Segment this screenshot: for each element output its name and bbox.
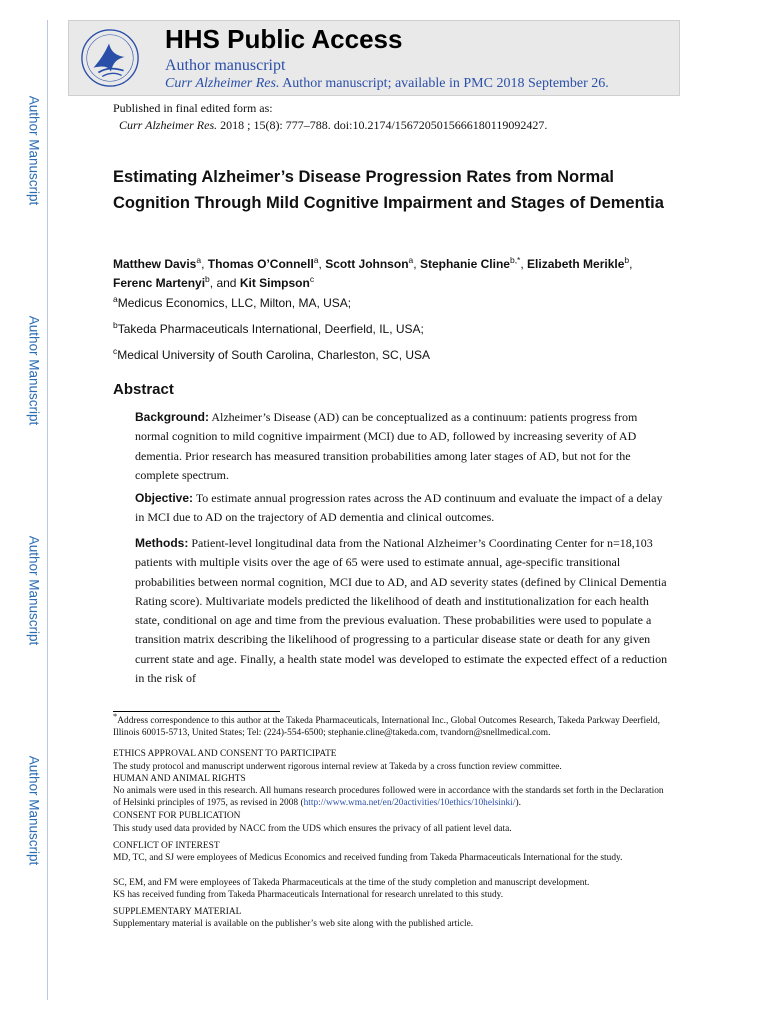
affiliation: $^c$Medical University of South Carolina, Charleston, SC, USA	[113, 346, 431, 362]
footnote-conflict: KS has received funding from Takeda Pharmaceuticals International for research unrelated to this study.	[113, 890, 504, 900]
footnote-address: *Address correspondence to this author at the Takeda Pharmaceuticals, International Inc., Global Outcomes Research, Takeda Parkway Deerfield, Illinois 60015-5713, United States; Tel: (224)-554-6500; stephanie.cline@takeda.com, tvandorn@snellmedical.com.	[113, 711, 660, 738]
abstract-objective: Objective: To estimate annual progression rates across the AD continuum and evaluate the impact of a delay in MCI due to AD on the trajectory of AD dementia and clinical outcomes.	[135, 491, 663, 525]
footnote-conflict-heading: CONFLICT OF INTEREST	[113, 841, 220, 851]
affiliation: $^b$Takeda Pharmaceuticals International, Deerfield, IL, USA;	[113, 320, 424, 336]
banner-availability: Curr Alzheimer Res. Author manuscript; available in PMC 2018 September 26.	[165, 76, 609, 91]
author-name: Stephanie Cline	[419, 257, 510, 271]
footnote-conflict: MD, TC, and SJ were employees of Medicus Economics and received funding from Takeda Pharmaceuticals International for the study.	[113, 853, 623, 863]
author-name: Matthew Davis	[113, 257, 197, 271]
banner-subtitle: Author manuscript	[165, 57, 286, 74]
footnote-ethics: The study protocol and manuscript underwent rigorous internal review at Takeda by a cross function review committee.	[113, 762, 562, 772]
author-name: Ferenc Martenyi	[113, 276, 206, 290]
author-name: Kit Simpson	[239, 276, 310, 290]
helsinki-link[interactable]: http://www.wma.net/en/20activities/10ethics/10helsinki/	[303, 797, 516, 808]
banner-journal: Curr Alzheimer Res.	[165, 76, 280, 91]
author-name: Thomas O’Connell	[207, 257, 314, 271]
author-name: Scott Johnson	[325, 257, 409, 271]
footnote-human-heading: HUMAN AND ANIMAL RIGHTS	[113, 774, 246, 784]
footnote-consent: This study used data provided by NACC from the UDS which ensures the privacy of all patient level data.	[113, 824, 512, 834]
hhs-eagle-logo-icon	[79, 27, 141, 89]
footnote-human: No animals were used in this research. All humans research procedures followed were in accordance with the standards set forth in the Declaration of Helsinki principles of 1975, as revised in 2008 (http://www.wma.net/en/20activities/10ethics/10helsinki/).	[113, 786, 664, 808]
side-label-author-manuscript: Author Manuscript	[26, 315, 42, 425]
abstract-heading: Abstract	[113, 381, 174, 398]
affiliation: $^a$Medicus Economics, LLC, Milton, MA, USA;	[113, 294, 352, 310]
published-citation: Curr Alzheimer Res. 2018 ; 15(8): 777–788. doi:10.2174/1567205015666180119092427.	[119, 118, 548, 132]
side-label-author-manuscript: Author Manuscript	[26, 535, 42, 645]
margin-rule	[47, 20, 48, 1000]
footnote-supplementary: Supplementary material is available on the publisher’s web site along with the published article.	[113, 919, 474, 929]
hhs-banner	[68, 20, 680, 96]
side-label-author-manuscript: Author Manuscript	[26, 95, 42, 205]
side-label-author-manuscript: Author Manuscript	[26, 755, 42, 865]
abstract-background: Background: Alzheimer’s Disease (AD) can be conceptualized as a continuum: patients progress from normal cognition to mild cognitive impairment (MCI) due to AD, followed by increasing severity of AD dementia. Prior research has measured transition probabilities among later stages of AD, but not for the complete spectrum.	[135, 410, 638, 482]
banner-title: HHS Public Access	[165, 24, 403, 54]
footnote-conflict: SC, EM, and FM were employees of Takeda Pharmaceuticals at the time of the study completion and manuscript development.	[113, 878, 590, 888]
article-title: Estimating Alzheimer’s Disease Progression Rates from Normal Cognition Through Mild Cognitive Impairment and Stages of Dementia	[113, 168, 664, 212]
footnote-supplementary-heading: SUPPLEMENTARY MATERIAL	[113, 907, 242, 917]
abstract-methods: Methods: Patient-level longitudinal data from the National Alzheimer’s Coordinating Center for n=18,103 patients with multiple visits over the age of 65 were used to estimate annual, age-specific transitional probabilities between normal cognition, MCI due to AD, and AD severity states (defined by Clinical Dementia Rating score). Multivariate models predicted the likelihood of death and institutionalization for each health state, conditional on age and time from the previous evaluation. These probabilities were used to populate a transition matrix describing the likelihood of progressing to a particular disease state or death for any given current state and age. Finally, a health state model was developed to estimate the expected effect of a reduction in the risk of	[135, 536, 668, 686]
author-name: Elizabeth Merikle	[527, 257, 625, 271]
footnote-rule	[113, 711, 280, 712]
published-heading: Published in final edited form as:	[113, 101, 273, 115]
footnote-consent-heading: CONSENT FOR PUBLICATION	[113, 811, 241, 821]
footnote-ethics-heading: ETHICS APPROVAL AND CONSENT TO PARTICIPATE	[113, 749, 337, 759]
author-list: Matthew Davis$^a$, Thomas O’Connell$^a$, Scott Johnson$^a$, Stephanie Cline$^{b,*}$, Elizabeth Merikle$^b$, Ferenc Martenyi$^b$, and Kit Simpson$^c$	[113, 255, 633, 290]
published-info	[113, 100, 547, 134]
